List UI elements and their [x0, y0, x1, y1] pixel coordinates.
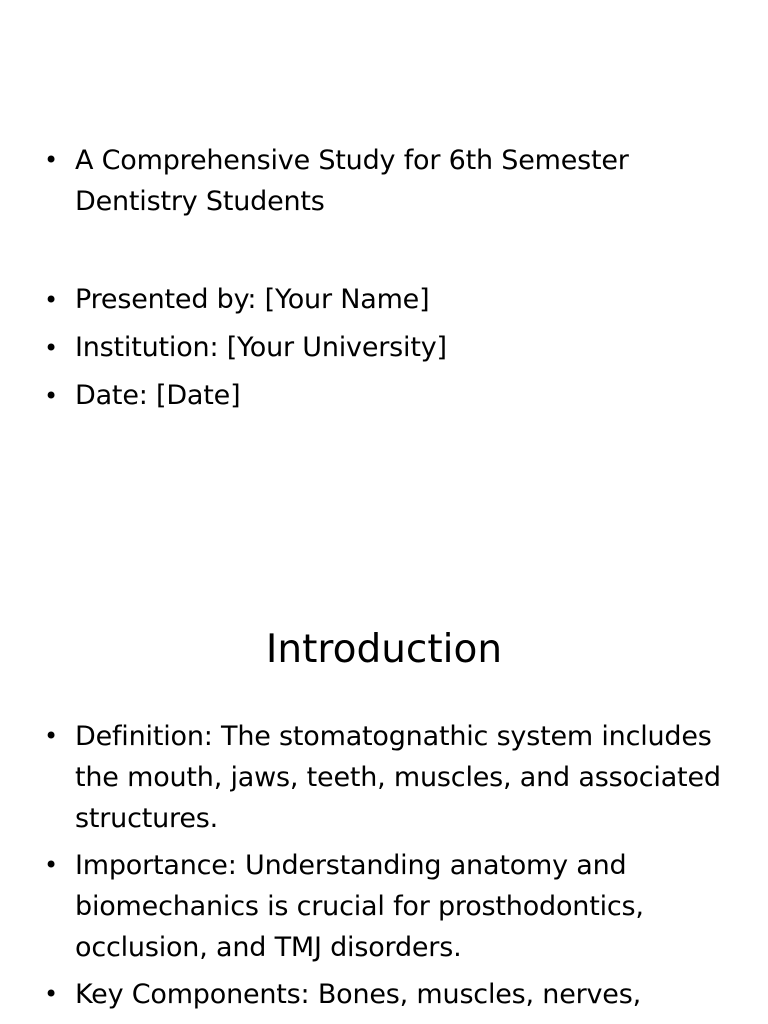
bullet-text: Date: [Date] [75, 380, 241, 411]
bullet-text: Key Components: Bones, muscles, nerves, [75, 979, 641, 1010]
bullet-icon: • [44, 851, 58, 879]
institution-bullet [0, 324, 768, 372]
title-slide-bullet-list [0, 140, 768, 420]
bullet-icon: • [44, 146, 58, 174]
bullet-text: A Comprehensive Study for 6th Semester Dentistry Students [75, 145, 629, 217]
bullet-text: Importance: Understanding anatomy and biomechanics is crucial for prosthodontics, occlusion, and TMJ disorders. [75, 850, 644, 963]
bullet-text: Definition: The stomatognathic system includes the mouth, jaws, teeth, muscles, and associated structures. [75, 721, 721, 834]
bullet-text: Presented by: [Your Name] [75, 284, 430, 315]
bullet-icon: • [44, 980, 58, 1008]
bullet-icon: • [44, 722, 58, 750]
definition-bullet [0, 716, 768, 839]
bullet-icon: • [44, 334, 58, 362]
date-bullet [0, 372, 768, 420]
importance-bullet [0, 845, 768, 968]
introduction-slide [0, 576, 768, 1024]
bullet-text: Institution: [Your University] [75, 332, 447, 363]
subtitle-bullet [0, 140, 768, 222]
key-components-bullet [0, 974, 768, 1015]
bullet-icon: • [44, 382, 58, 410]
presenter-bullet [0, 276, 768, 324]
bullet-icon: • [44, 286, 58, 314]
introduction-bullet-list [0, 716, 768, 1021]
slide-title: Introduction [265, 627, 503, 672]
